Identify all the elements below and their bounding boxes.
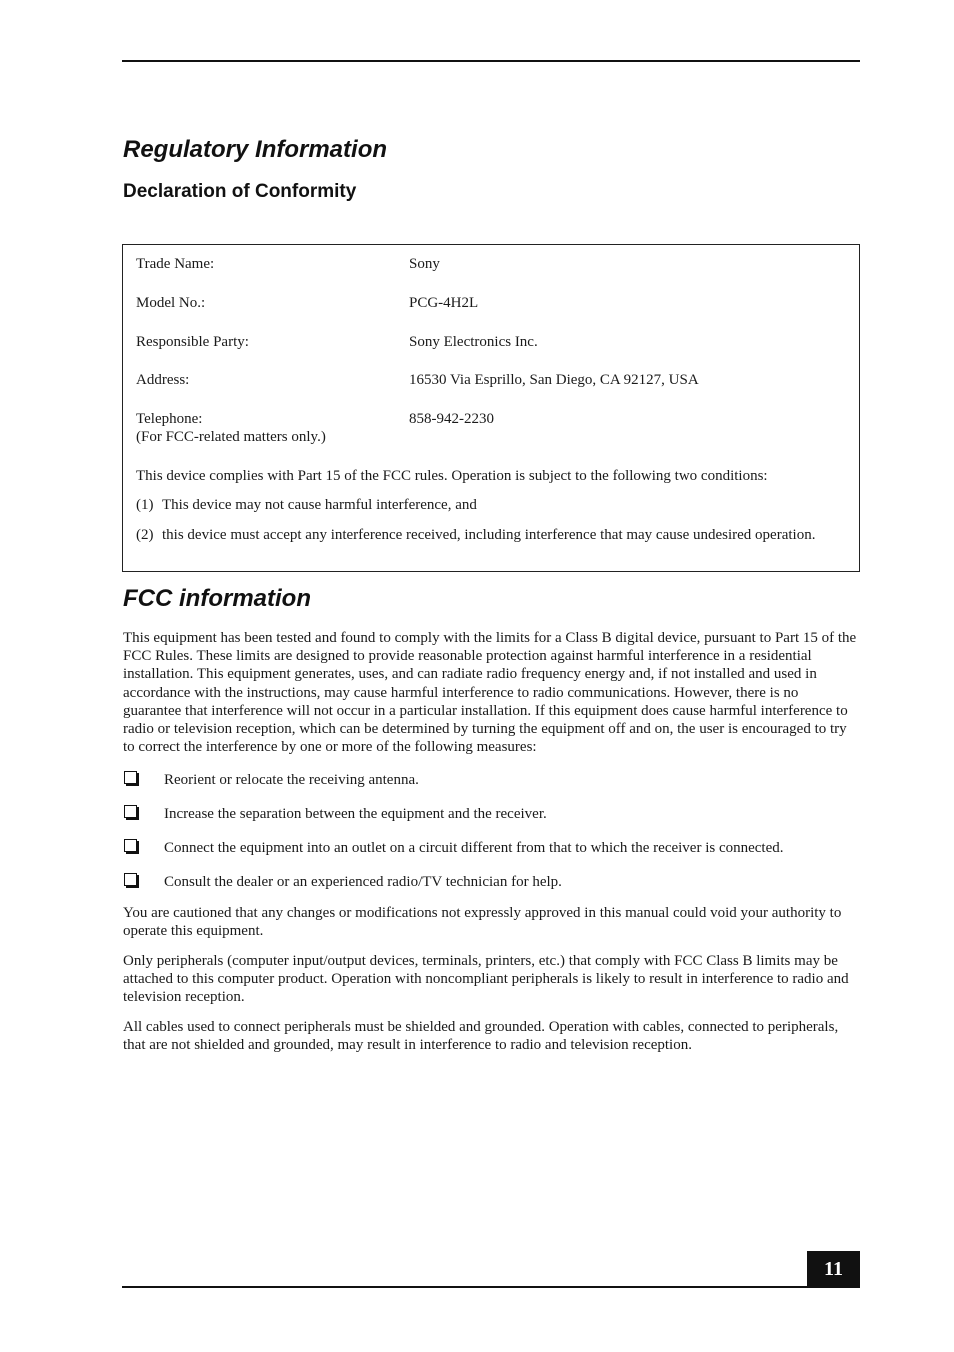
row-label: Model No.: — [136, 295, 206, 311]
row-value: Sony — [409, 256, 440, 272]
checkbox-bullet-icon — [124, 805, 137, 818]
row-value: PCG-4H2L — [409, 295, 479, 311]
checkbox-bullet-icon — [124, 873, 137, 886]
list-item — [123, 805, 859, 825]
row-label: Telephone: — [136, 411, 203, 427]
row-label: Responsible Party: — [136, 334, 249, 350]
condition-item — [136, 496, 836, 514]
row-label: Trade Name: — [136, 256, 215, 272]
row-value: 858-942-2230 — [409, 411, 494, 427]
measure-text: Consult the dealer or an experienced radio/TV technician for help. — [164, 874, 562, 890]
condition-number: (2) — [136, 527, 154, 543]
condition-number: (1) — [136, 497, 154, 513]
list-item — [123, 839, 859, 859]
header-rule — [122, 60, 860, 62]
checkbox-bullet-icon — [124, 771, 137, 784]
measure-text: Reorient or relocate the receiving antenna. — [164, 772, 419, 788]
condition-text: this device must accept any interference received, including interference that may cause undesired operation. — [162, 527, 816, 543]
row-value: 16530 Via Esprillo, San Diego, CA 92127, USA — [409, 372, 699, 388]
measure-text: Connect the equipment into an outlet on a circuit different from that to which the receiver is connected. — [164, 840, 784, 856]
fcc-intro-paragraph: This equipment has been tested and found to comply with the limits for a Class B digital device, pursuant to Part 15 of the FCC Rules. These limits are designed to provide reasonable protection against harmful interference in a residential installation. This equipment generates, uses, and can radiate radio frequency energy and, if not installed and used in accordance with the instructions, may cause harmful interference to radio communications. However, there is no guarantee that interference will not occur in a particular installation. If this equipment does cause harmful interference to radio or television reception, which can be determined by turning the equipment off and on, the user is encouraged to try to correct the interference by one or more of the following measures: — [123, 630, 857, 756]
page-title: Regulatory Information — [123, 136, 388, 163]
list-item — [123, 771, 859, 791]
caution-paragraph: You are cautioned that any changes or modifications not expressly approved in this manual could void your authority to operate this equipment. — [123, 905, 842, 940]
condition-item — [136, 526, 836, 544]
condition-text: This device may not cause harmful interference, and — [162, 497, 477, 513]
row-label-note: (For FCC-related matters only.) — [136, 429, 326, 445]
peripherals-paragraph: Only peripherals (computer input/output devices, terminals, printers, etc.) that comply with FCC Class B limits may be attached to this computer product. Operation with noncompliant peripherals is likely to result in interference to radio and television reception. — [123, 953, 849, 1006]
measure-text: Increase the separation between the equipment and the receiver. — [164, 806, 547, 822]
row-value: Sony Electronics Inc. — [409, 334, 538, 350]
cables-paragraph: All cables used to connect peripherals must be shielded and grounded. Operation with cables, connected to peripherals, that are not shielded and grounded, may result in interference to radio and television reception. — [123, 1019, 839, 1054]
fcc-heading: FCC information — [123, 585, 311, 612]
section-subtitle: Declaration of Conformity — [123, 181, 357, 202]
row-label: Address: — [136, 372, 190, 388]
list-item — [123, 873, 859, 893]
compliance-statement: This device complies with Part 15 of the FCC rules. Operation is subject to the following two conditions: — [136, 468, 768, 484]
footer-rule — [122, 1286, 860, 1288]
checkbox-bullet-icon — [124, 839, 137, 852]
declaration-table — [122, 244, 860, 572]
page-number: 11 — [807, 1251, 860, 1287]
